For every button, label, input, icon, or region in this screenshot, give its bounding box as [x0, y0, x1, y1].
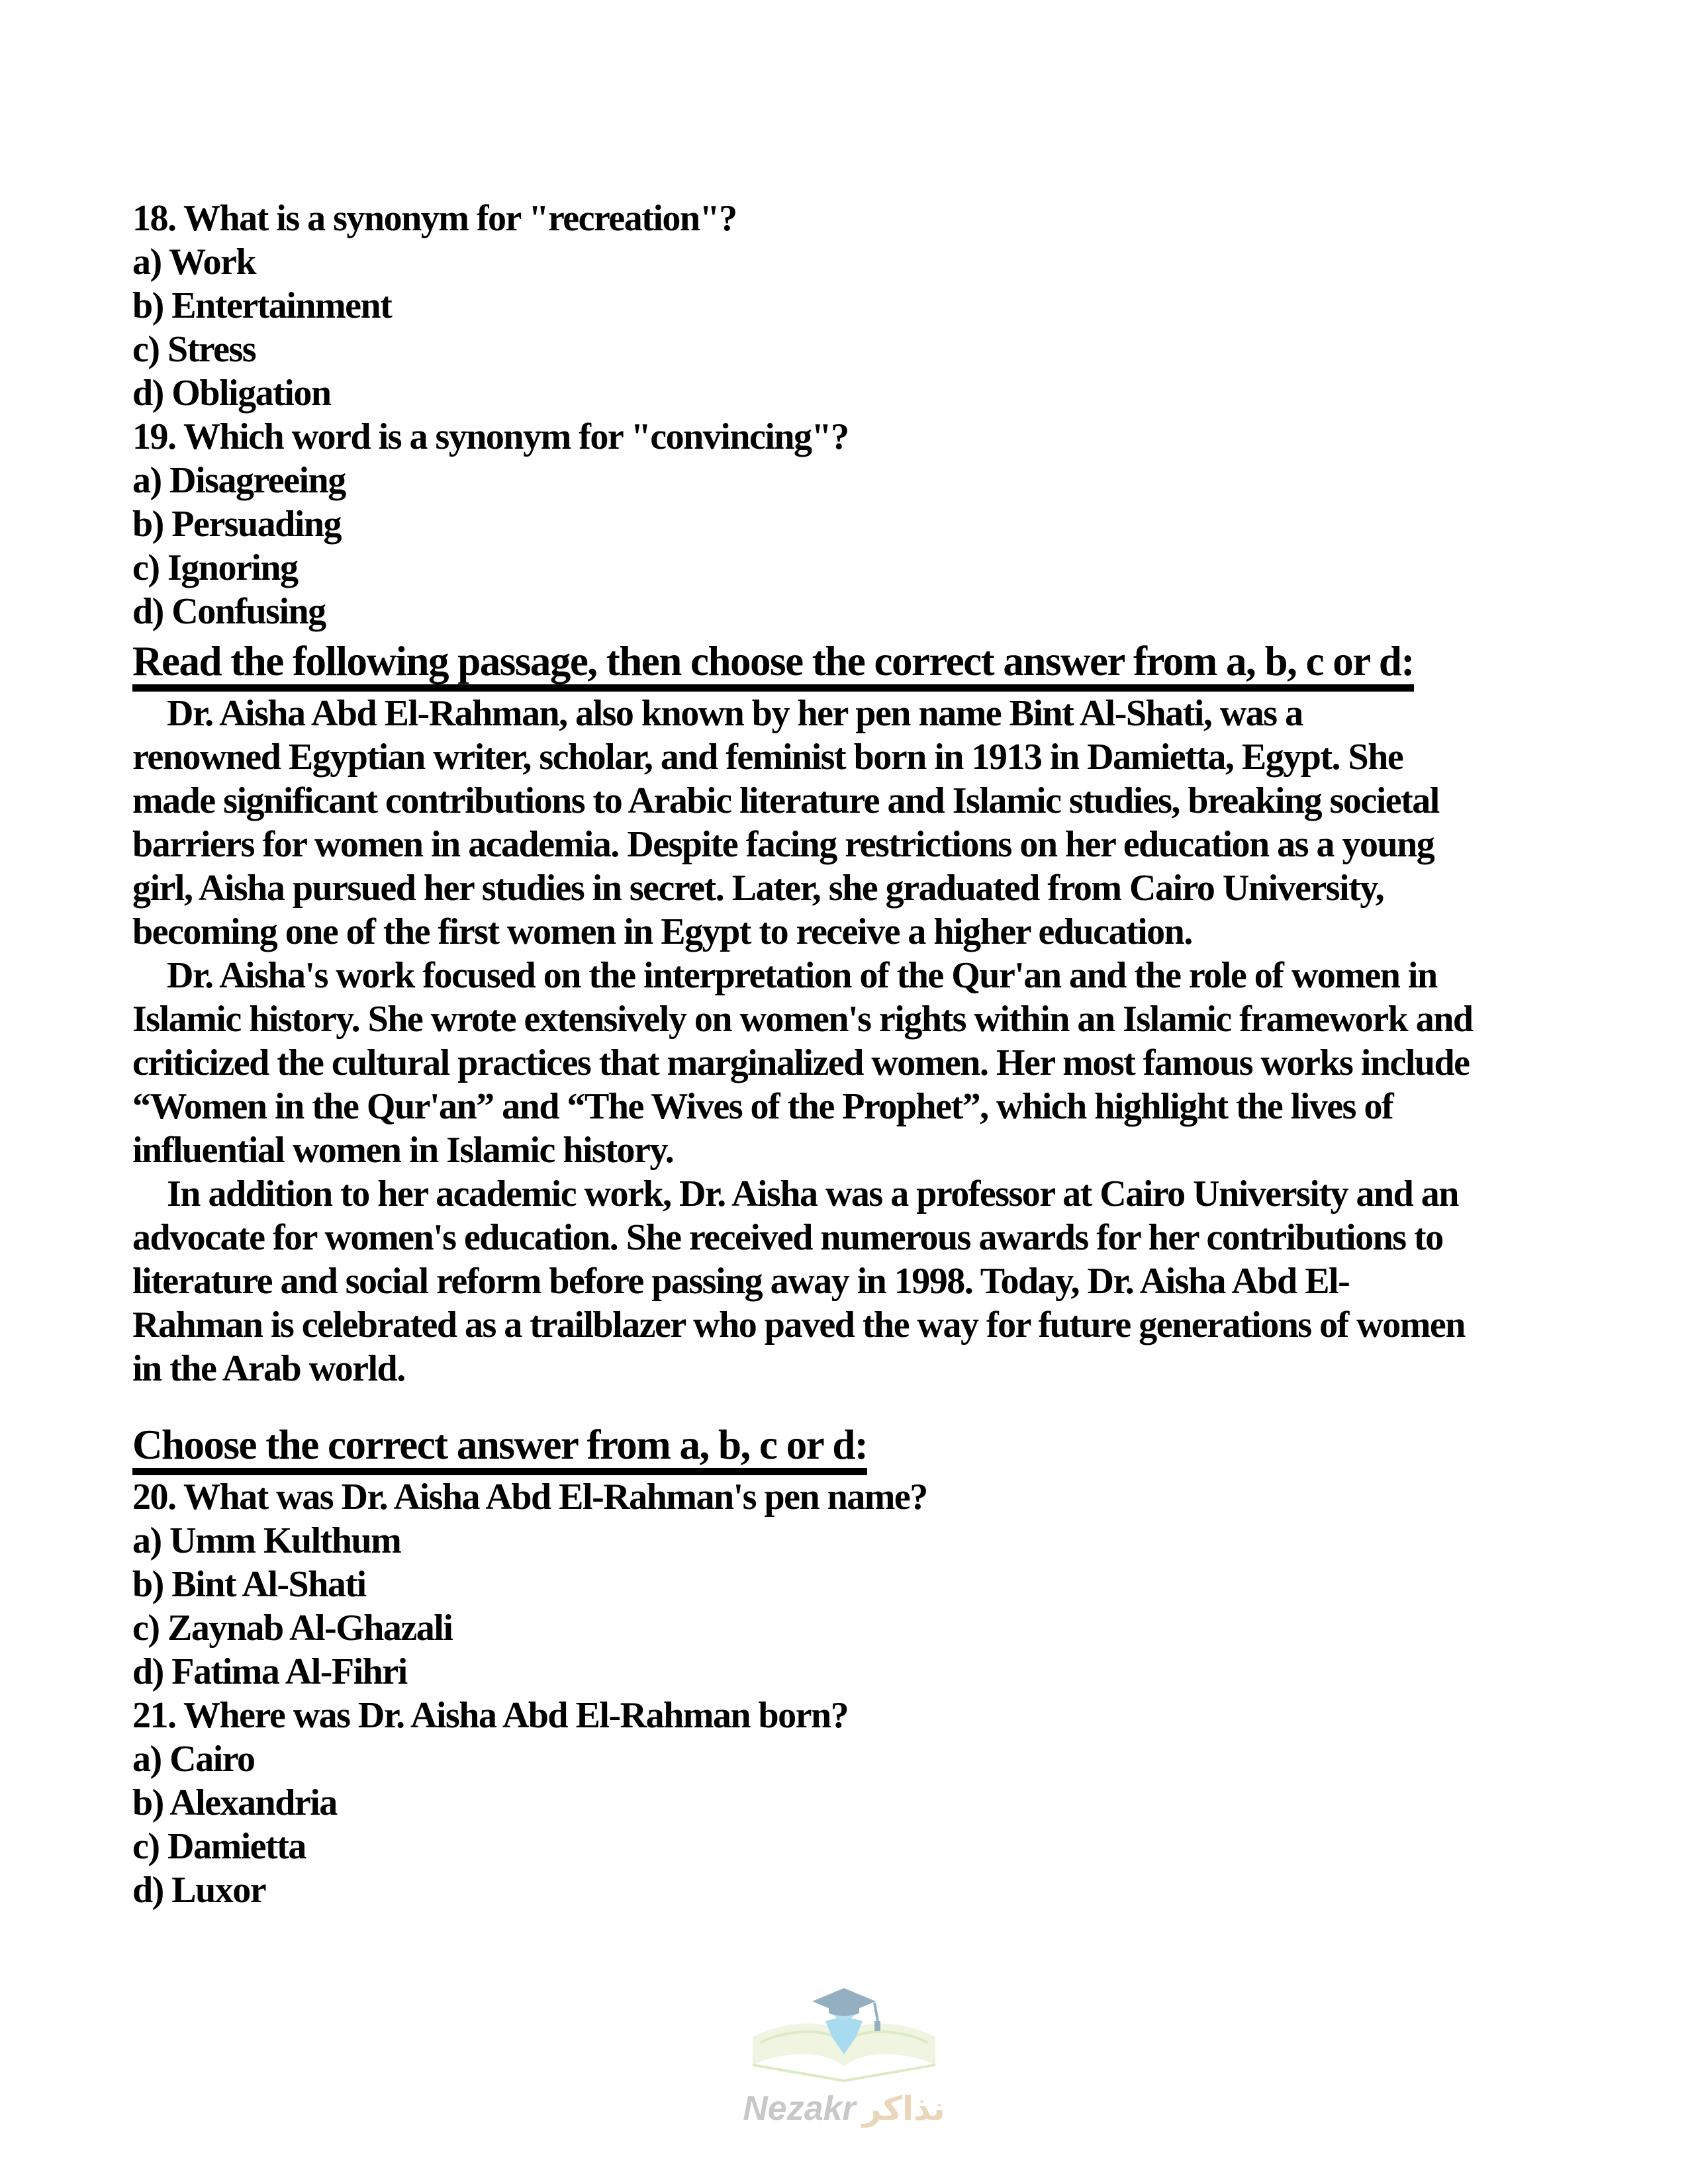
brand-wordmark — [743, 2089, 945, 2128]
passage-line: influential women in Islamic history. — [132, 1130, 674, 1171]
brand-name-latin: Nezakr — [743, 2089, 856, 2128]
document-content — [132, 197, 1556, 1912]
question-18-option-c: c) Stress — [132, 329, 256, 370]
question-20-option-b: b) Bint Al-Shati — [132, 1564, 366, 1605]
passage-line: becoming one of the first women in Egypt to receive a higher education. — [132, 911, 1192, 952]
passage-line: made significant contributions to Arabic literature and Islamic studies, breaking societal — [132, 780, 1439, 821]
passage-line: literature and social reform before passing away in 1998. Today, Dr. Aisha Abd El- — [132, 1261, 1350, 1302]
question-18-option-b: b) Entertainment — [132, 285, 392, 326]
passage-line: barriers for women in academia. Despite facing restrictions on her education as a young — [132, 824, 1434, 865]
question-21-option-b: b) Alexandria — [132, 1782, 337, 1823]
question-20-option-d: d) Fatima Al-Fihri — [132, 1651, 407, 1692]
question-19-option-c: c) Ignoring — [132, 547, 298, 588]
question-19-option-d: d) Confusing — [132, 591, 326, 632]
read-passage-heading — [132, 640, 1556, 692]
question-18-option-a: a) Work — [132, 242, 256, 283]
passage-line: In addition to her academic work, Dr. Aisha was a professor at Cairo University and an — [167, 1173, 1458, 1214]
passage-line: in the Arab world. — [132, 1348, 405, 1389]
nezakr-watermark — [741, 1985, 947, 2128]
passage-line: Rahman is celebrated as a trailblazer who paved the way for future generations of women — [132, 1304, 1465, 1345]
vocab-questions-block — [132, 197, 1556, 633]
question-21-option-c: c) Damietta — [132, 1826, 306, 1867]
graduate-book-logo-icon — [745, 1985, 943, 2085]
question-18-option-d: d) Obligation — [132, 373, 331, 414]
question-19-option-a: a) Disagreeing — [132, 460, 346, 501]
passage-line: criticized the cultural practices that marginalized women. Her most famous works include — [132, 1042, 1470, 1083]
question-21-option-d: d) Luxor — [132, 1870, 266, 1911]
passage-line: advocate for women's education. She received numerous awards for her contributions to — [132, 1217, 1443, 1258]
question-21-option-a: a) Cairo — [132, 1739, 255, 1780]
question-20-option-a: a) Umm Kulthum — [132, 1520, 401, 1561]
question-19-prompt: 19. Which word is a synonym for "convincing"? — [132, 416, 849, 457]
passage-line: “Women in the Qur'an” and “The Wives of the Prophet”, which highlight the lives of — [132, 1086, 1393, 1127]
passage-line: girl, Aisha pursued her studies in secret. Later, she graduated from Cairo University, — [132, 868, 1384, 909]
passage-line: renowned Egyptian writer, scholar, and feminist born in 1913 in Damietta, Egypt. She — [132, 737, 1403, 778]
passage-line: Dr. Aisha's work focused on the interpretation of the Qur'an and the role of women in — [167, 955, 1437, 996]
brand-name-arabic: نذاكر — [862, 2089, 945, 2128]
read-passage-heading-text: Read the following passage, then choose the correct answer from a, b, c or d: — [132, 640, 1414, 692]
passage-line: Dr. Aisha Abd El-Rahman, also known by her pen name Bint Al-Shati, was a — [167, 693, 1303, 734]
choose-answer-heading-text: Choose the correct answer from a, b, c or d: — [132, 1424, 867, 1475]
question-20-prompt: 20. What was Dr. Aisha Abd El-Rahman's pen name? — [132, 1477, 927, 1518]
comprehension-questions-block — [132, 1475, 1556, 1912]
question-20-option-c: c) Zaynab Al-Ghazali — [132, 1608, 453, 1649]
choose-answer-heading — [132, 1424, 1556, 1475]
question-19-option-b: b) Persuading — [132, 504, 341, 545]
question-21-prompt: 21. Where was Dr. Aisha Abd El-Rahman born? — [132, 1695, 849, 1736]
reading-passage — [132, 692, 1556, 1390]
passage-line: Islamic history. She wrote extensively on women's rights within an Islamic framework and — [132, 999, 1473, 1040]
question-18-prompt: 18. What is a synonym for "recreation"? — [132, 198, 737, 239]
